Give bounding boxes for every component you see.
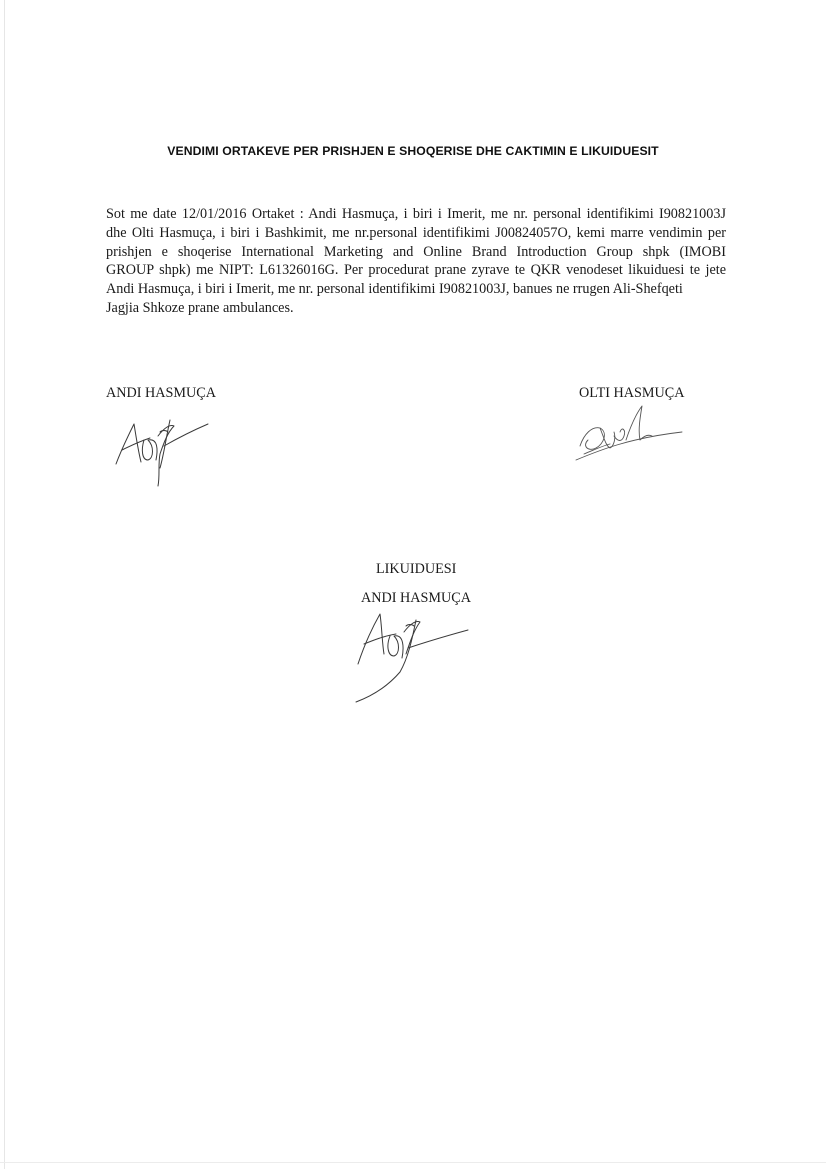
scan-edge-bottom: [0, 1162, 826, 1163]
body-line: prishjen e shoqerise International Marketing and Online Brand Introduction Group shpk (IMOBI: [106, 243, 726, 260]
body-line: Andi Hasmuça, i biri i Imerit, me nr. personal identifikimi I90821003J, banues ne rrugen Ali-Shefqeti: [106, 281, 683, 298]
signature-andi-hasmuca: [108, 402, 218, 492]
signature-liquidator: [348, 606, 478, 706]
body-line: GROUP shpk) me NIPT: L61326016G. Per procedurat prane zyrave te QKR venodeset likuiduesi te jete: [106, 262, 726, 279]
scan-edge-left: [4, 0, 5, 1169]
document-title: VENDIMI ORTAKEVE PER PRISHJEN E SHOQERISE DHE CAKTIMIN E LIKUIDUESIT: [167, 144, 659, 158]
signature-olti-hasmuca: [570, 400, 688, 468]
signatory-name-left: ANDI HASMUÇA: [106, 385, 216, 401]
body-line: Sot me date 12/01/2016 Ortaket : Andi Hasmuça, i biri i Imerit, me nr. personal identifikimi I90821003J: [106, 206, 726, 222]
signatory-name-right: OLTI HASMUÇA: [579, 385, 685, 401]
body-line: dhe Olti Hasmuça, i biri i Bashkimit, me nr.personal identifikimi J00824057O, kemi marre vendimin per: [106, 224, 726, 241]
liquidator-label: LIKUIDUESI: [376, 561, 457, 577]
document-body: [106, 205, 726, 318]
liquidator-name: ANDI HASMUÇA: [361, 590, 471, 606]
body-line: Jagjia Shkoze prane ambulances.: [106, 299, 294, 316]
